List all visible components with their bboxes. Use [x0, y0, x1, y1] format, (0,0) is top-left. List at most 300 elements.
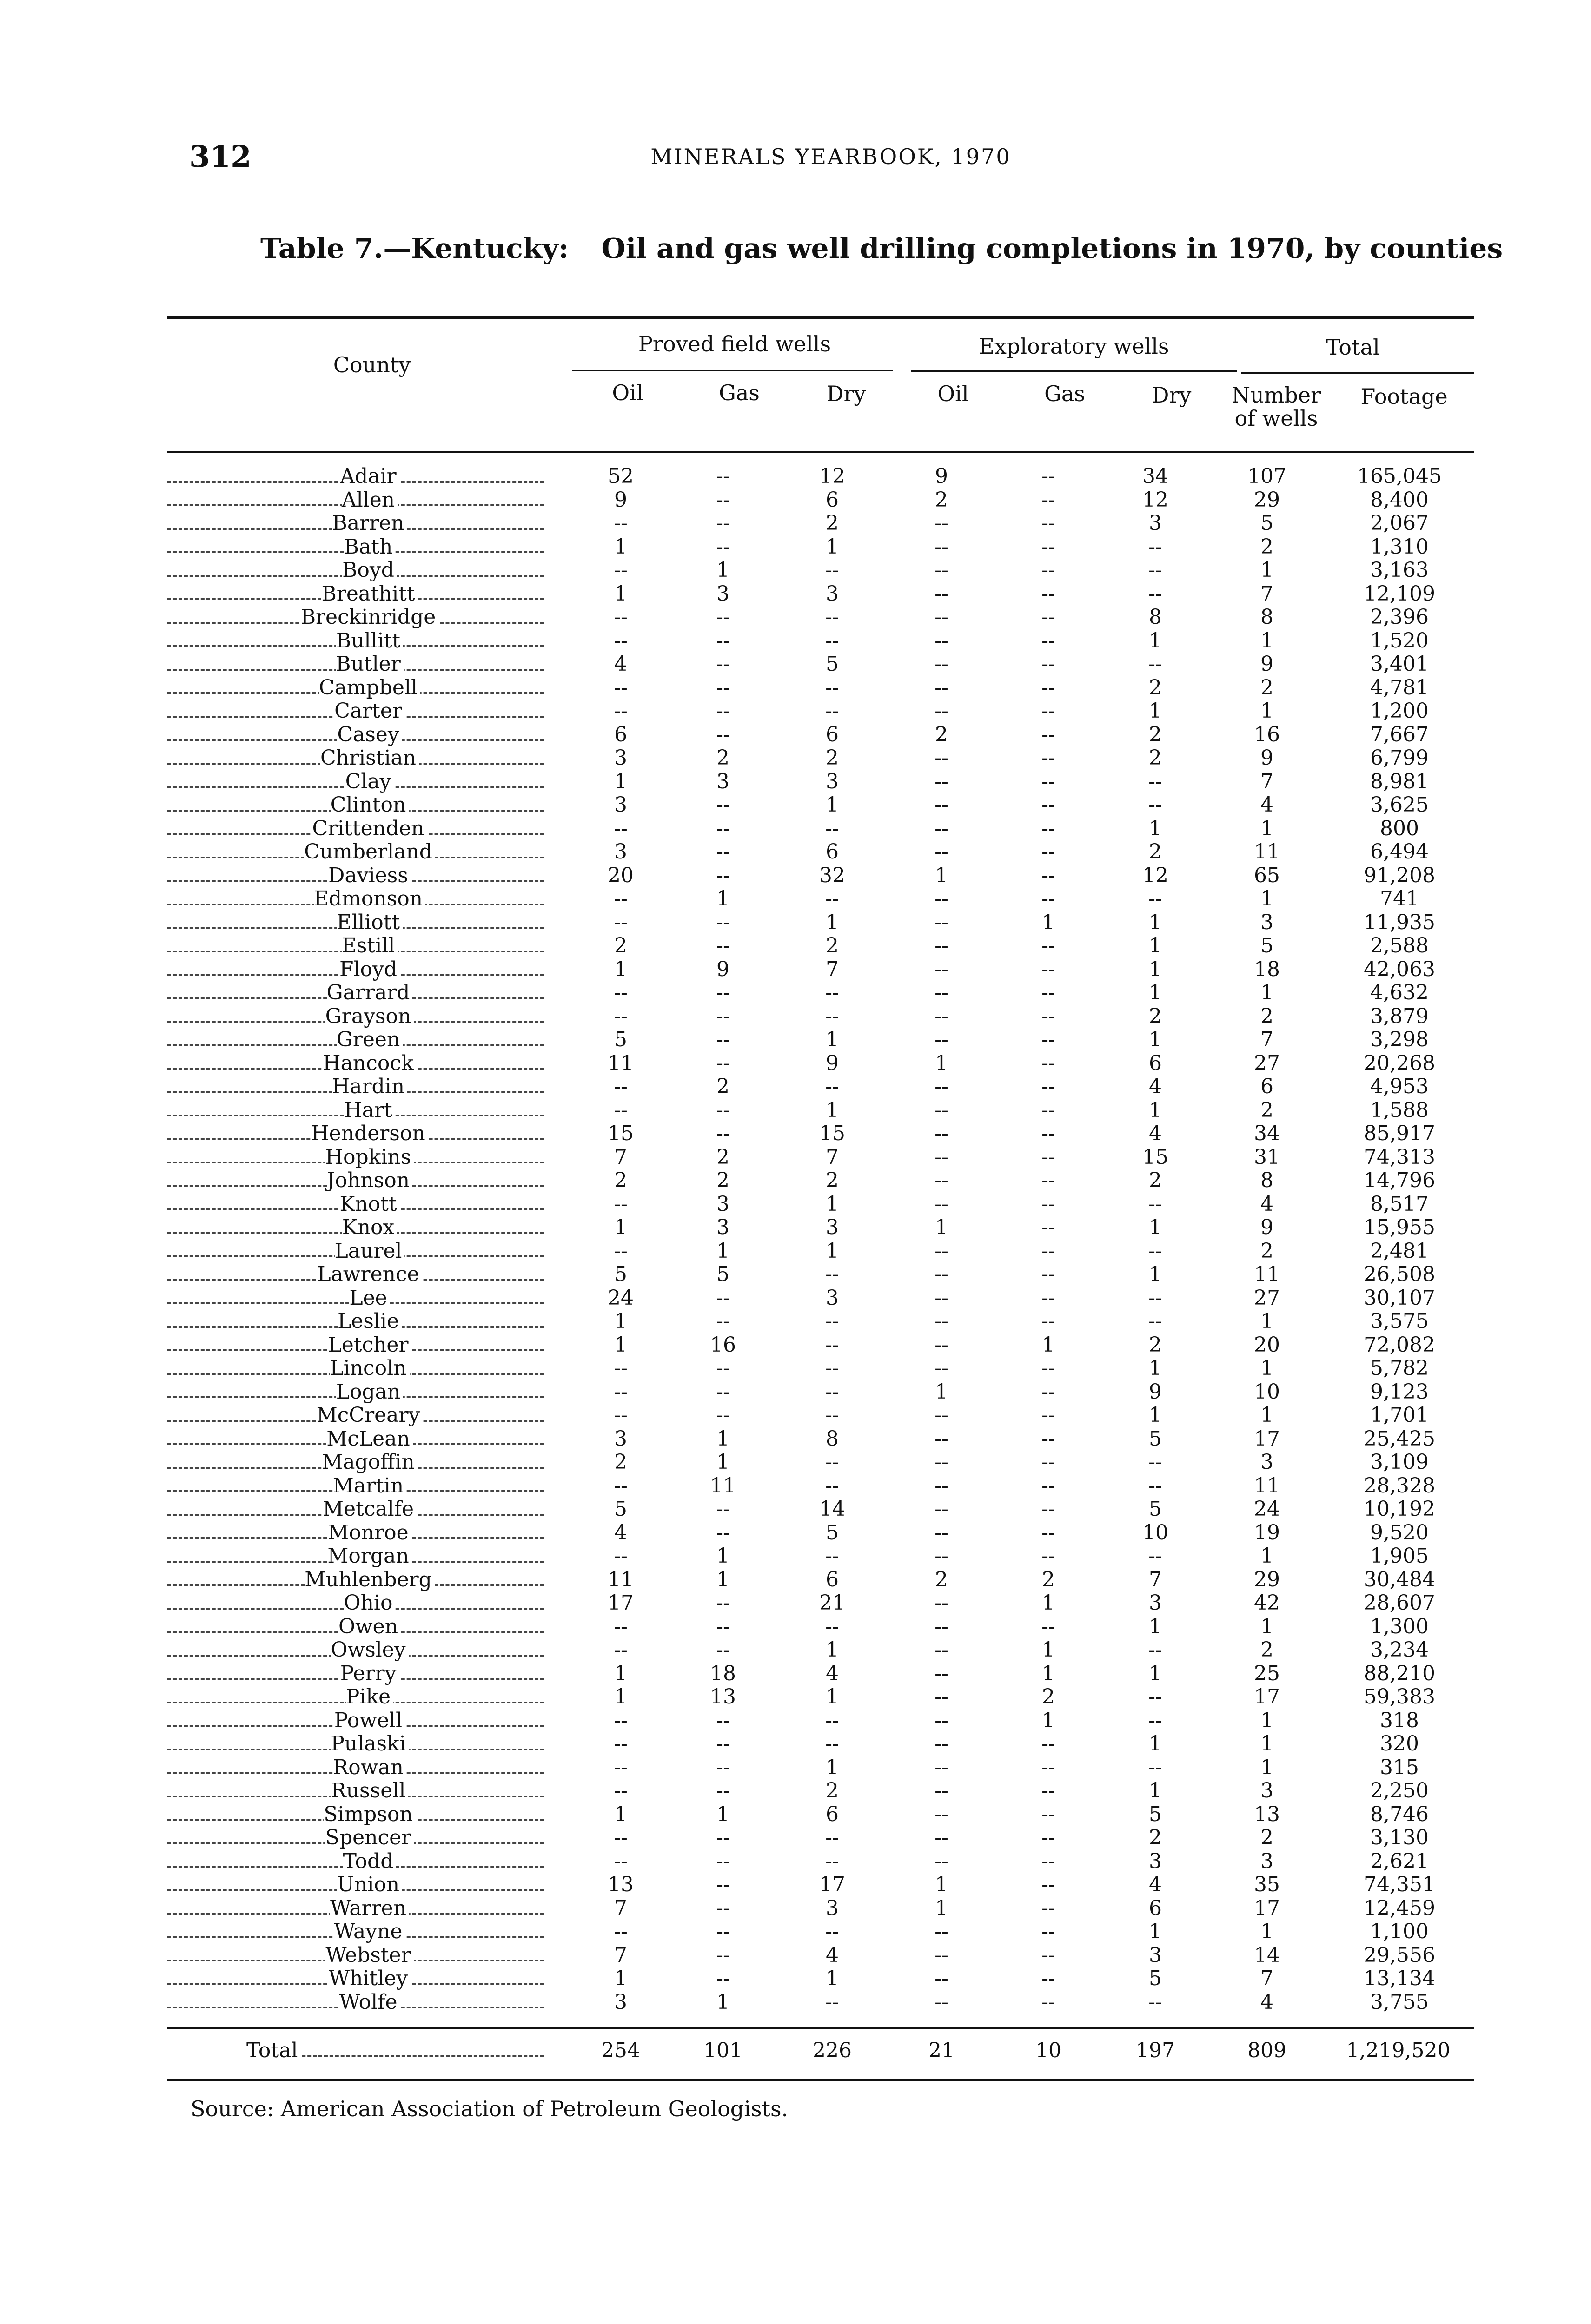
county-name: Spencer: [325, 1826, 414, 1849]
proved-dry-cell: 1: [826, 1756, 839, 1779]
exploratory-oil-cell: --: [935, 1192, 948, 1216]
proved-gas-cell: 16: [710, 1333, 736, 1357]
proved-dry-cell: --: [825, 629, 839, 653]
footage-cell: 28,328: [1364, 1474, 1435, 1498]
table-row: [167, 1732, 1474, 1756]
exploratory-oil-cell: --: [935, 1357, 948, 1380]
table-row: [167, 817, 1474, 841]
proved-gas-cell: --: [716, 1591, 730, 1615]
table-row: [167, 489, 1474, 512]
proved-oil-cell: 2: [614, 934, 627, 957]
proved-gas-cell: --: [716, 606, 730, 629]
exploratory-oil-cell: --: [935, 1990, 948, 2014]
table-row: [167, 512, 1474, 535]
proved-oil-cell: --: [614, 1732, 628, 1756]
number-of-wells-cell: 1: [1260, 1920, 1273, 1943]
proved-dry-cell: 7: [826, 1145, 839, 1169]
county-name: Cumberland: [304, 840, 435, 864]
number-of-wells-cell: 1: [1260, 700, 1273, 723]
number-of-wells-cell: 25: [1254, 1662, 1280, 1685]
county-name: Knott: [339, 1193, 399, 1216]
exploratory-oil-cell: --: [935, 1732, 948, 1756]
table-row: [167, 1075, 1474, 1099]
exploratory-dry-cell: 1: [1149, 1216, 1162, 1239]
county-name: Perry: [340, 1662, 399, 1685]
proved-oil-cell: --: [614, 1779, 628, 1802]
exploratory-oil-cell: --: [935, 1122, 948, 1145]
proved-oil-cell: 4: [614, 653, 627, 676]
proved-gas-cell: 9: [716, 957, 729, 981]
proved-gas-cell: --: [716, 1498, 730, 1521]
exploratory-oil-cell: --: [935, 1638, 948, 1662]
footage-cell: 3,109: [1370, 1451, 1429, 1474]
proved-gas-cell: 1: [716, 1427, 729, 1451]
exploratory-gas-cell: --: [1041, 1451, 1055, 1474]
exploratory-gas-cell: 2: [1042, 1568, 1055, 1591]
number-of-wells-cell: 2: [1260, 1004, 1273, 1028]
exploratory-oil-cell: --: [935, 770, 948, 793]
table-row: [167, 1005, 1474, 1029]
proved-gas-cell: 3: [716, 1192, 729, 1216]
county-name: Leslie: [338, 1310, 402, 1333]
county-name: Edmonson: [314, 887, 425, 911]
number-of-wells-cell: 4: [1260, 1192, 1273, 1216]
number-of-wells-cell: 65: [1254, 864, 1280, 887]
exploratory-dry-cell: 1: [1149, 700, 1162, 723]
proved-dry-cell: 1: [826, 1638, 839, 1662]
proved-dry-cell: 3: [826, 1286, 839, 1310]
exploratory-oil-cell: --: [935, 1286, 948, 1310]
footage-cell: 1,310: [1370, 535, 1429, 559]
county-name: McCreary: [317, 1404, 423, 1427]
proved-dry-cell: --: [825, 887, 839, 911]
number-of-wells-cell: 5: [1260, 512, 1273, 535]
total-proved-dry: 226: [813, 2038, 852, 2062]
exploratory-gas-cell: --: [1041, 1169, 1055, 1192]
exploratory-dry-cell: 12: [1142, 864, 1168, 887]
exploratory-dry-cell: 1: [1149, 1263, 1162, 1286]
proved-gas-cell: --: [716, 1732, 730, 1756]
footage-cell: 26,508: [1364, 1263, 1435, 1286]
table-row: [167, 1662, 1474, 1686]
number-of-wells-cell: 35: [1254, 1873, 1280, 1896]
exploratory-oil-cell: 1: [935, 1051, 948, 1075]
exploratory-dry-cell: 15: [1142, 1145, 1168, 1169]
proved-oil-cell: 6: [614, 723, 627, 746]
proved-gas-cell: 18: [710, 1662, 736, 1685]
proved-dry-cell: --: [825, 1075, 839, 1098]
proved-oil-cell: 3: [614, 793, 627, 817]
exploratory-dry-cell: 2: [1149, 1333, 1162, 1357]
county-name: Pike: [346, 1685, 393, 1709]
exploratory-dry-cell: 1: [1149, 1357, 1162, 1380]
proved-gas-cell: --: [716, 864, 730, 887]
footage-cell: 28,607: [1364, 1591, 1435, 1615]
proved-oil-cell: --: [614, 559, 628, 582]
proved-dry-cell: --: [825, 1849, 839, 1873]
total-row: [167, 2034, 1474, 2067]
proved-oil-cell: 1: [614, 582, 627, 606]
table-row: [167, 1873, 1474, 1897]
table-row: [167, 1052, 1474, 1076]
exploratory-dry-cell: 4: [1149, 1873, 1162, 1896]
number-of-wells-cell: 3: [1260, 1451, 1273, 1474]
number-of-wells-cell: 2: [1260, 1098, 1273, 1122]
proved-gas-cell: --: [716, 1849, 730, 1873]
proved-oil-cell: --: [614, 1192, 628, 1216]
proved-oil-cell: --: [614, 676, 628, 700]
number-of-wells-cell: 2: [1260, 1638, 1273, 1662]
proved-oil-cell: 5: [614, 1263, 627, 1286]
proved-gas-cell: --: [716, 629, 730, 653]
table-row: [167, 1826, 1474, 1850]
exploratory-oil-cell: --: [935, 1075, 948, 1098]
proved-dry-cell: --: [825, 559, 839, 582]
exploratory-dry-cell: 1: [1149, 981, 1162, 1004]
table-row: [167, 1028, 1474, 1052]
proved-gas-cell: --: [716, 1638, 730, 1662]
exploratory-dry-cell: --: [1148, 887, 1162, 911]
header-footage: Footage: [1360, 384, 1448, 409]
proved-gas-cell: 2: [716, 1145, 729, 1169]
number-of-wells-cell: 16: [1254, 723, 1280, 746]
footage-cell: 4,781: [1370, 676, 1429, 700]
county-name: Knox: [342, 1216, 398, 1239]
footage-cell: 5,782: [1370, 1357, 1429, 1380]
table-row: [167, 1756, 1474, 1780]
proved-gas-cell: --: [716, 1286, 730, 1310]
exploratory-gas-cell: --: [1041, 629, 1055, 653]
table-row: [167, 1334, 1474, 1357]
county-name: Daviess: [328, 864, 411, 887]
exploratory-oil-cell: --: [935, 1263, 948, 1286]
footage-cell: 2,621: [1370, 1849, 1429, 1873]
page-number: 312: [189, 139, 252, 174]
proved-dry-cell: --: [825, 700, 839, 723]
proved-oil-cell: 1: [614, 535, 627, 559]
proved-dry-cell: 1: [826, 1685, 839, 1709]
number-of-wells-cell: 18: [1254, 957, 1280, 981]
proved-oil-cell: --: [614, 1545, 628, 1568]
footage-cell: 1,520: [1370, 629, 1429, 653]
total-rule: [167, 2027, 1474, 2029]
proved-oil-cell: --: [614, 1004, 628, 1028]
proved-dry-cell: --: [825, 676, 839, 700]
exploratory-gas-cell: --: [1041, 1145, 1055, 1169]
exploratory-oil-cell: --: [935, 1920, 948, 1943]
table-row: [167, 1357, 1474, 1380]
proved-gas-cell: 1: [716, 1451, 729, 1474]
exploratory-dry-cell: 5: [1149, 1498, 1162, 1521]
exploratory-gas-cell: 1: [1042, 1333, 1055, 1357]
table-row: [167, 606, 1474, 629]
exploratory-gas-cell: --: [1041, 957, 1055, 981]
table-row: [167, 1474, 1474, 1498]
footage-cell: 3,575: [1370, 1310, 1429, 1333]
exploratory-dry-cell: 1: [1149, 934, 1162, 957]
exploratory-oil-cell: --: [935, 1004, 948, 1028]
drilling-completions-table: [167, 465, 1474, 2014]
table-row: [167, 700, 1474, 723]
proved-gas-cell: 2: [716, 746, 729, 770]
county-name: Whitley: [329, 1967, 411, 1990]
exploratory-oil-cell: --: [935, 676, 948, 700]
exploratory-gas-cell: 1: [1042, 1638, 1055, 1662]
table-row: [167, 1991, 1474, 2014]
proved-gas-cell: --: [716, 817, 730, 840]
footage-cell: 4,953: [1370, 1075, 1429, 1098]
total-exploratory-gas: 10: [1035, 2038, 1061, 2062]
table-row: [167, 629, 1474, 653]
table-row: [167, 559, 1474, 582]
proved-oil-cell: 2: [614, 1451, 627, 1474]
exploratory-dry-cell: --: [1148, 1545, 1162, 1568]
proved-gas-cell: --: [716, 934, 730, 957]
county-name: Allen: [342, 489, 398, 512]
exploratory-oil-cell: --: [935, 1967, 948, 1990]
header-exploratory-oil: Oil: [937, 381, 969, 406]
exploratory-oil-cell: --: [935, 840, 948, 864]
number-of-wells-cell: 5: [1260, 934, 1273, 957]
proved-gas-cell: --: [716, 911, 730, 934]
proved-gas-cell: --: [716, 1920, 730, 1943]
exploratory-gas-cell: --: [1041, 746, 1055, 770]
table-row: [167, 1897, 1474, 1921]
footage-cell: 42,063: [1364, 957, 1435, 981]
proved-oil-cell: 2: [614, 1169, 627, 1192]
proved-oil-cell: 1: [614, 1685, 627, 1709]
footage-cell: 8,517: [1370, 1192, 1429, 1216]
county-name: Clay: [345, 770, 394, 793]
number-of-wells-cell: 1: [1260, 1357, 1273, 1380]
number-of-wells-cell: 4: [1260, 793, 1273, 817]
county-name: Barren: [332, 512, 407, 535]
number-of-wells-cell: 3: [1260, 1779, 1273, 1802]
number-of-wells-cell: 6: [1260, 1075, 1273, 1098]
proved-gas-cell: --: [716, 1310, 730, 1333]
table-row: [167, 793, 1474, 817]
county-name: Floyd: [339, 958, 400, 981]
exploratory-dry-cell: 9: [1149, 1380, 1162, 1404]
exploratory-oil-cell: --: [935, 1098, 948, 1122]
exploratory-dry-cell: 1: [1149, 1404, 1162, 1427]
exploratory-dry-cell: --: [1148, 1709, 1162, 1732]
exploratory-oil-cell: --: [935, 1451, 948, 1474]
exploratory-oil-cell: 1: [935, 1873, 948, 1896]
exploratory-oil-cell: --: [935, 1591, 948, 1615]
proved-dry-cell: 6: [826, 723, 839, 746]
exploratory-oil-cell: --: [935, 1545, 948, 1568]
proved-dry-cell: 4: [826, 1662, 839, 1685]
header-exploratory-dry: Dry: [1152, 383, 1192, 408]
number-of-wells-cell: 9: [1260, 1216, 1273, 1239]
exploratory-dry-cell: 1: [1149, 817, 1162, 840]
number-of-wells-cell: 27: [1254, 1051, 1280, 1075]
total-proved-gas: 101: [703, 2038, 742, 2062]
table-row: [167, 1263, 1474, 1287]
proved-dry-cell: --: [825, 1357, 839, 1380]
county-name: Union: [337, 1873, 402, 1896]
exploratory-oil-cell: --: [935, 911, 948, 934]
footage-cell: 6,799: [1370, 746, 1429, 770]
exploratory-dry-cell: 2: [1149, 1169, 1162, 1192]
county-name: Clinton: [331, 793, 409, 817]
footage-cell: 2,067: [1370, 512, 1429, 535]
proved-dry-cell: --: [825, 981, 839, 1004]
proved-dry-cell: 5: [826, 1521, 839, 1545]
table-row: [167, 1779, 1474, 1803]
proved-dry-cell: 15: [819, 1122, 845, 1145]
exploratory-gas-cell: --: [1041, 1615, 1055, 1638]
table-row: [167, 958, 1474, 982]
number-of-wells-cell: 34: [1254, 1122, 1280, 1145]
page-header: [189, 139, 1472, 181]
exploratory-oil-cell: --: [935, 1709, 948, 1732]
proved-gas-cell: --: [716, 676, 730, 700]
exploratory-oil-cell: --: [935, 559, 948, 582]
proved-dry-cell: --: [825, 1404, 839, 1427]
exploratory-oil-cell: --: [935, 1662, 948, 1685]
proved-dry-cell: 1: [826, 1098, 839, 1122]
county-name: Monroe: [328, 1521, 411, 1545]
table-row: [167, 1498, 1474, 1521]
proved-gas-cell: --: [716, 1709, 730, 1732]
proved-gas-cell: --: [716, 981, 730, 1004]
proved-gas-cell: --: [716, 535, 730, 559]
table-row: [167, 1380, 1474, 1404]
number-of-wells-cell: 7: [1260, 1967, 1273, 1990]
exploratory-gas-cell: 1: [1042, 1709, 1055, 1732]
number-of-wells-cell: 10: [1254, 1380, 1280, 1404]
exploratory-oil-cell: --: [935, 1849, 948, 1873]
exploratory-dry-cell: 34: [1142, 465, 1168, 488]
proved-dry-cell: --: [825, 1380, 839, 1404]
proved-oil-cell: 7: [614, 1943, 627, 1967]
proved-gas-cell: 1: [716, 1990, 729, 2014]
proved-oil-cell: --: [614, 1380, 628, 1404]
proved-gas-cell: --: [716, 1873, 730, 1896]
exploratory-gas-cell: --: [1041, 1896, 1055, 1920]
footage-cell: 7,667: [1370, 723, 1429, 746]
exploratory-oil-cell: --: [935, 1404, 948, 1427]
header-exploratory-wells: Exploratory wells: [979, 334, 1169, 359]
proved-gas-cell: --: [716, 1756, 730, 1779]
exploratory-gas-cell: --: [1041, 1521, 1055, 1545]
number-of-wells-cell: 9: [1260, 746, 1273, 770]
proved-dry-cell: --: [825, 1732, 839, 1756]
county-name: Butler: [336, 653, 404, 676]
exploratory-dry-cell: --: [1148, 793, 1162, 817]
exploratory-oil-cell: 2: [935, 488, 948, 512]
exploratory-gas-cell: --: [1041, 1004, 1055, 1028]
exploratory-oil-cell: --: [935, 934, 948, 957]
exploratory-gas-cell: --: [1041, 1826, 1055, 1849]
proved-dry-cell: 1: [826, 1967, 839, 1990]
exploratory-gas-cell: --: [1041, 1427, 1055, 1451]
county-name: Hancock: [323, 1052, 416, 1075]
county-name: Johnson: [327, 1169, 412, 1192]
table-row: [167, 653, 1474, 676]
top-rule: [167, 316, 1474, 319]
proved-gas-cell: --: [716, 1779, 730, 1802]
number-of-wells-cell: 3: [1260, 1849, 1273, 1873]
county-name: Pulaski: [331, 1732, 409, 1756]
proved-dry-cell: 5: [826, 653, 839, 676]
footage-cell: 88,210: [1364, 1662, 1435, 1685]
exploratory-gas-cell: --: [1041, 1380, 1055, 1404]
exploratory-dry-cell: 6: [1149, 1051, 1162, 1075]
exploratory-dry-cell: --: [1148, 1286, 1162, 1310]
proved-dry-cell: 17: [819, 1873, 845, 1896]
proved-dry-cell: --: [825, 1333, 839, 1357]
exploratory-gas-cell: --: [1041, 1028, 1055, 1051]
number-of-wells-cell: 42: [1254, 1591, 1280, 1615]
proved-oil-cell: 3: [614, 840, 627, 864]
proved-dry-cell: 6: [826, 1802, 839, 1826]
proved-gas-cell: 1: [716, 887, 729, 911]
exploratory-gas-cell: --: [1041, 1404, 1055, 1427]
footage-cell: 6,494: [1370, 840, 1429, 864]
table-row: [167, 1545, 1474, 1568]
number-of-wells-cell: 107: [1247, 465, 1286, 488]
exploratory-gas-cell: --: [1041, 1098, 1055, 1122]
exploratory-gas-cell: --: [1041, 840, 1055, 864]
county-name: Owsley: [331, 1638, 408, 1662]
proved-dry-cell: 6: [826, 840, 839, 864]
number-of-wells-cell: 2: [1260, 535, 1273, 559]
proved-oil-cell: --: [614, 1709, 628, 1732]
proved-oil-cell: 1: [614, 1802, 627, 1826]
footage-cell: 165,045: [1357, 465, 1442, 488]
number-of-wells-cell: 27: [1254, 1286, 1280, 1310]
footage-cell: 15,955: [1364, 1216, 1435, 1239]
county-name: Russell: [331, 1779, 409, 1802]
number-of-wells-cell: 1: [1260, 817, 1273, 840]
exploratory-gas-cell: --: [1041, 1802, 1055, 1826]
footage-cell: 30,484: [1364, 1568, 1435, 1591]
number-of-wells-cell: 7: [1260, 770, 1273, 793]
proved-dry-cell: --: [825, 1920, 839, 1943]
exploratory-gas-cell: --: [1041, 1756, 1055, 1779]
exploratory-gas-cell: --: [1041, 1051, 1055, 1075]
number-of-wells-cell: 17: [1254, 1685, 1280, 1709]
table-row: [167, 1216, 1474, 1240]
proved-dry-cell: 4: [826, 1943, 839, 1967]
number-of-wells-cell: 1: [1260, 887, 1273, 911]
proved-gas-cell: 3: [716, 1216, 729, 1239]
proved-dry-cell: 1: [826, 535, 839, 559]
exploratory-subrule: [911, 370, 1237, 372]
exploratory-oil-cell: 1: [935, 1896, 948, 1920]
exploratory-oil-cell: --: [935, 1474, 948, 1498]
proved-oil-cell: 3: [614, 746, 627, 770]
proved-gas-cell: --: [716, 723, 730, 746]
exploratory-gas-cell: --: [1041, 1474, 1055, 1498]
proved-dry-cell: 3: [826, 1896, 839, 1920]
exploratory-dry-cell: 7: [1149, 1568, 1162, 1591]
county-name: Bath: [344, 535, 396, 559]
exploratory-dry-cell: 1: [1149, 1920, 1162, 1943]
proved-oil-cell: --: [614, 700, 628, 723]
total-subrule: [1241, 372, 1474, 374]
county-name: Adair: [340, 465, 399, 488]
exploratory-dry-cell: --: [1148, 770, 1162, 793]
county-name: Martin: [333, 1474, 406, 1498]
exploratory-gas-cell: --: [1041, 1943, 1055, 1967]
proved-gas-cell: --: [716, 653, 730, 676]
footage-cell: 11,935: [1364, 911, 1435, 934]
exploratory-dry-cell: --: [1148, 1756, 1162, 1779]
